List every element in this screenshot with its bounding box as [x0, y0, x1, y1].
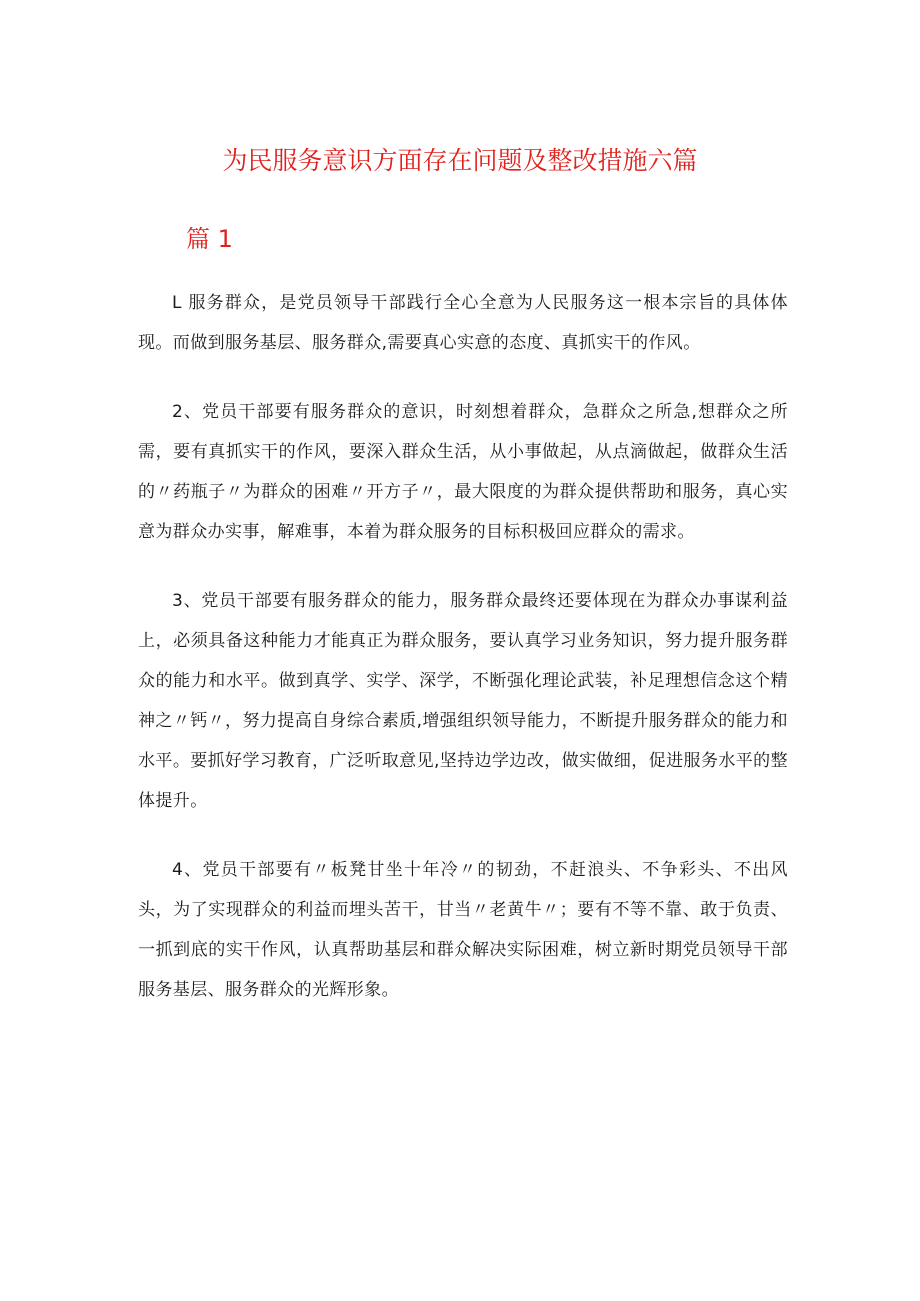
paragraph-3: 3、党员干部要有服务群众的能力，服务群众最终还要体现在为群众办事谋利益上，必须具备这种能力才能真正为群众服务，要认真学习业务知识，努力提升服务群众的能力和水平。做到真学、实学、深学，不断强化理论武装，补足理想信念这个精神之〃钙〃，努力提高自身综合素质,增强组织领导能力，不断提升服务群众的能力和水平。要抓好学习教育，广泛听取意见,坚持边学边改，做实做细，促进服务水平的整体提升。: [138, 591, 788, 811]
document-title: 为民服务意识方面存在问题及整改措施六篇: [222, 146, 698, 175]
section-heading: 篇 1: [186, 225, 233, 253]
paragraph-1: L 服务群众，是党员领导干部践行全心全意为人民服务这一根本宗旨的具体体现。而做到服务基层、服务群众,需要真心实意的态度、真抓实干的作风。: [138, 293, 788, 353]
document-body: [138, 283, 788, 1039]
paragraph-4: 4、党员干部要有〃板凳甘坐十年冷〃的韧劲，不赶浪头、不争彩头、不出风头，为了实现群众的利益而埋头苦干，甘当〃老黄牛〃；要有不等不靠、敢于负责、一抓到底的实干作风，认真帮助基层和群众解决实际困难，树立新时期党员领导干部服务基层、服务群众的光辉形象。: [138, 860, 788, 1000]
paragraph-2: 2、党员干部要有服务群众的意识，时刻想着群众，急群众之所急,想群众之所需，要有真抓实干的作风，要深入群众生活，从小事做起，从点滴做起，做群众生活的〃药瓶子〃为群众的困难〃开方子〃，最大限度的为群众提供帮助和服务，真心实意为群众办实事，解难事，本着为群众服务的目标积极回应群众的需求。: [138, 402, 788, 542]
